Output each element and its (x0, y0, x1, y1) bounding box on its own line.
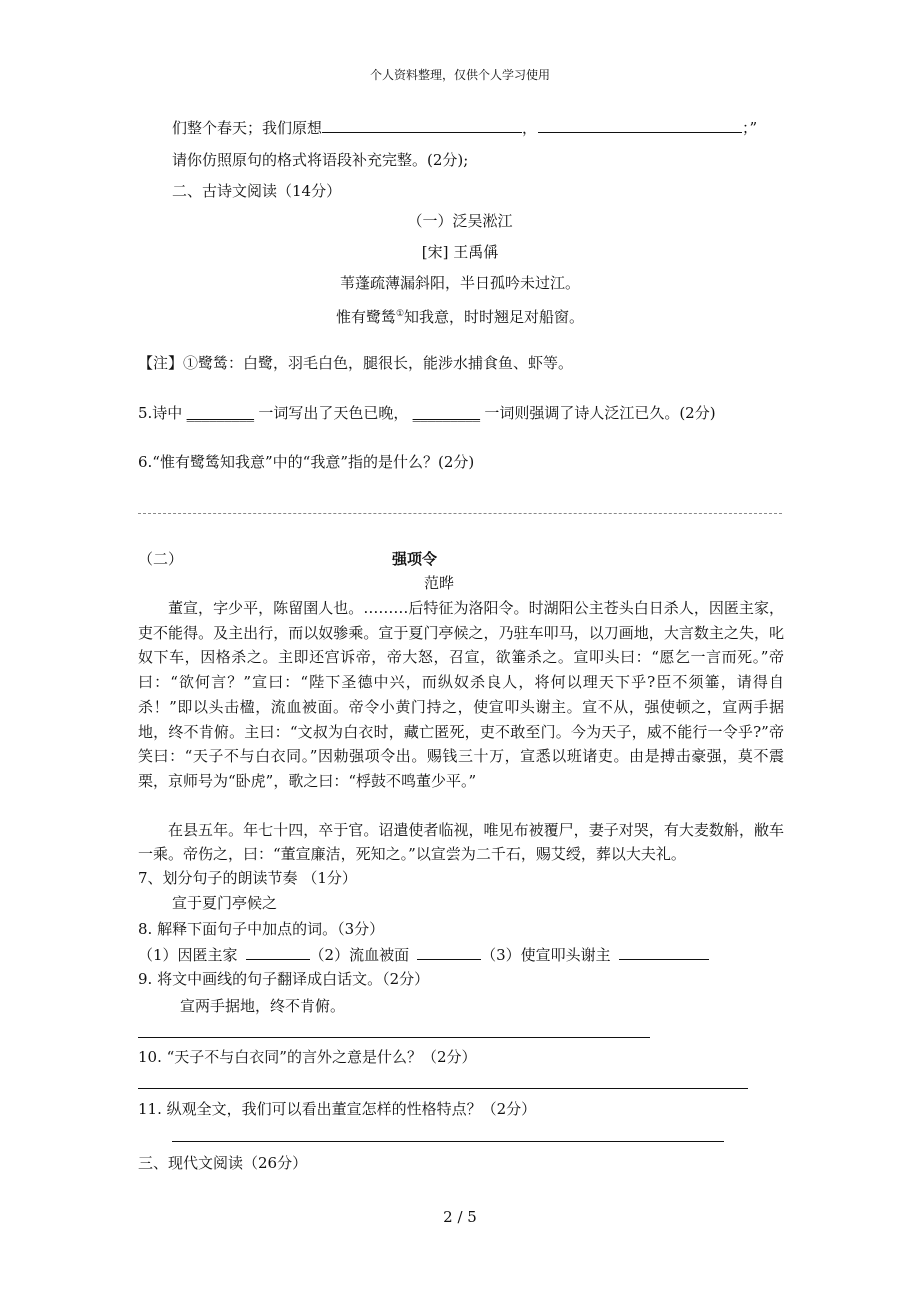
question-10: 10. “天子不与白衣同”的言外之意是什么？（2分） (138, 1048, 477, 1066)
footnote-mark: ① (395, 309, 405, 319)
answer-blank-1[interactable] (322, 116, 522, 133)
q5-part-a: 5.诗中 (138, 404, 183, 422)
answer-line-9[interactable] (138, 1037, 650, 1038)
page-number: 2 / 5 (443, 1208, 477, 1226)
question-9-sentence: 宣两手据地，终不肯俯。 (180, 997, 346, 1015)
q5-part-c: 一词则强调了诗人泛江已久。(2分) (484, 404, 716, 422)
continuation-line-1 (172, 116, 757, 139)
q8-item-3: （3）使宣叩头谢主 (481, 946, 611, 964)
passage-2-author: 范晔 (424, 574, 455, 592)
question-5 (138, 402, 716, 424)
passage-paragraph-1: 董宣，字少平，陈留圉人也。………后特征为洛阳令。时湖阳公主苍头白日杀人，因匿主家，吏不能得。及主出行，而以奴骖乘。宣于夏门亭候之，乃驻车叩马，以刀画地，大言数主之失，叱奴下车，因格杀之。主即还宫诉帝，帝大怒，召宣，欲箠杀之。宣叩头曰：“愿乞一言而死。”帝曰：“欲何言？”宣曰：“陛下圣德中兴，而纵奴杀良人，将何以理天下乎?臣不须箠，请得自杀！”即以头击楹，流血被面。帝令小黄门持之，使宣叩头谢主。宣不从，强使顿之，宣两手据地，终不肯俯。主曰：“文叔为白衣时，藏亡匿死，吏不敢至门。今为天子，威不能行一令乎?”帝笑曰：“天子不与白衣同。”因勅强项令出。赐钱三十万，宣悉以班诸吏。由是搏击豪强，莫不震栗，京师号为“卧虎”，歌之曰：“桴鼓不鸣董少平。” (138, 599, 784, 790)
q8-item-1: （1）因匿主家 (138, 946, 238, 964)
dashed-divider (138, 513, 782, 514)
page-header: 个人资料整理，仅供个人学习使用 (369, 68, 550, 82)
q8-blank-2[interactable] (417, 943, 481, 960)
answer-blank-2[interactable] (538, 116, 742, 133)
question-8-items (138, 943, 709, 966)
answer-line-11[interactable] (172, 1141, 724, 1142)
section-3-title: 三、现代文阅读（26分） (138, 1154, 308, 1172)
section-2-title: 二、古诗文阅读（14分） (172, 182, 342, 200)
poem-line-2 (0, 303, 920, 328)
passage-2-title: 强项令 (392, 550, 438, 568)
poem-author: [宋] 王禹偁 (421, 243, 499, 261)
poem-title: （一）泛吴淞江 (407, 212, 513, 230)
poem-line-2a: 惟有鹭鸶 (335, 308, 396, 326)
question-11: 11. 纵观全文，我们可以看出董宣怎样的性格特点？（2分） (138, 1100, 537, 1118)
passage-paragraph-2: 在县五年。年七十四，卒于官。诏遣使者临视，唯见布被覆尸，妻子对哭，有大麦数斛，敝车一乘。帝伤之，曰：“董宣廉洁，死知之。”以宣尝为二千石，赐艾绶，葬以大夫礼。 (138, 821, 784, 863)
question-7-sentence: 宣于夏门亭候之 (172, 894, 278, 912)
separator: ， (522, 119, 538, 137)
poem-line-1: 苇蓬疏薄漏斜阳，半日孤吟未过江。 (339, 274, 580, 292)
q5-blank-1[interactable]: _________ (186, 404, 255, 422)
continuation-line-2: 请你仿照原句的格式将语段补充完整。(2分); (172, 151, 469, 169)
line-end: ；” (742, 119, 758, 137)
q8-item-2: （2）流血被面 (309, 946, 410, 964)
poem-note: 【注】①鹭鸶：白鹭，羽毛白色，腿很长，能涉水捕食鱼、虾等。 (138, 354, 574, 372)
poem-line-2b: 知我意，时时翘足对船窗。 (404, 308, 585, 326)
question-7: 7、划分句子的朗读节奏 （1分） (138, 869, 357, 887)
passage-2-label: （二） (138, 550, 184, 568)
continuation-text: 们整个春天；我们原想 (172, 119, 323, 137)
question-6: 6.“惟有鹭鸶知我意”中的“我意”指的是什么？(2分) (138, 453, 475, 471)
question-8: 8. 解释下面句子中加点的词。（3分） (138, 920, 385, 938)
answer-line-10[interactable] (138, 1088, 748, 1089)
q8-blank-1[interactable] (246, 943, 310, 960)
q5-part-b: 一词写出了天色已晚， (258, 404, 409, 422)
question-9: 9. 将文中画线的句子翻译成白话文。（2分） (138, 970, 430, 988)
q5-blank-2[interactable]: _________ (412, 404, 481, 422)
q8-blank-3[interactable] (619, 943, 709, 960)
